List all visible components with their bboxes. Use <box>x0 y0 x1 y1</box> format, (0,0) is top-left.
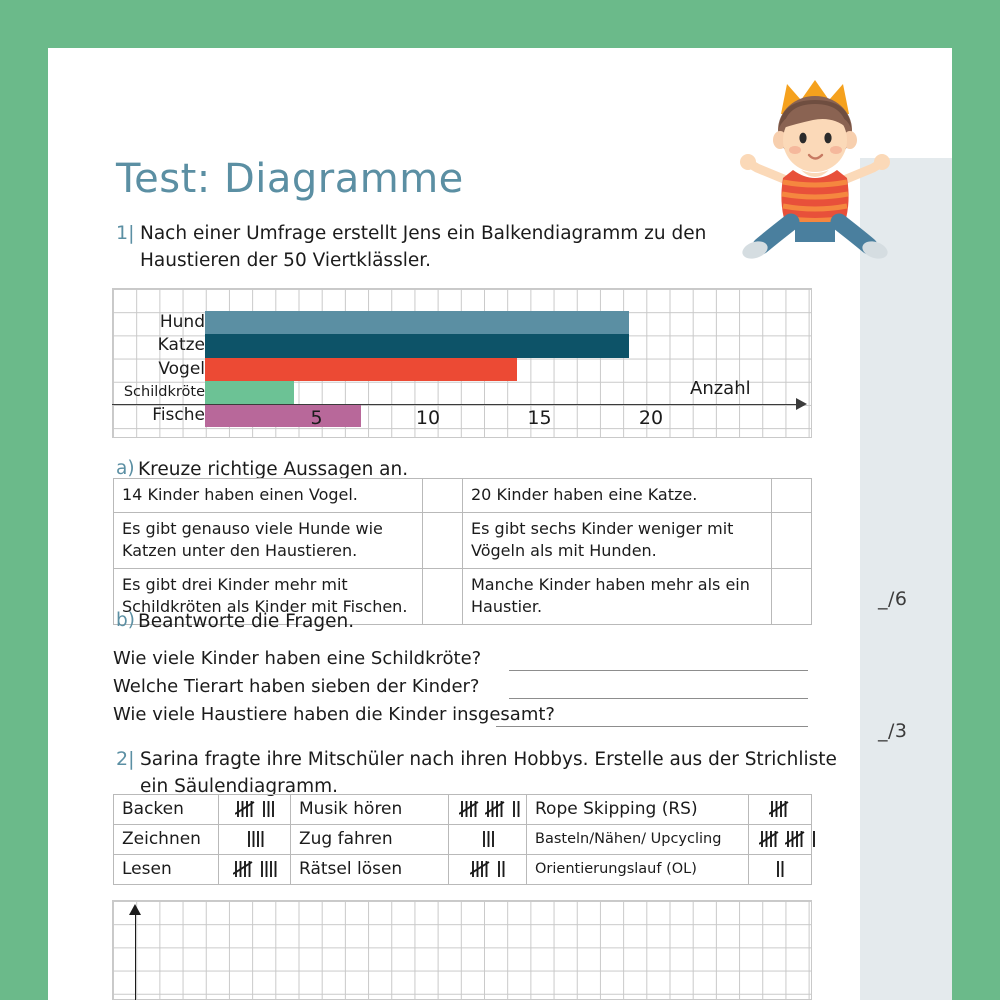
tally-marks <box>449 825 527 855</box>
statement-checkbox[interactable] <box>423 479 463 513</box>
statements-table <box>113 478 812 625</box>
task2-text-line2: ein Säulendiagramm. <box>140 775 339 797</box>
hobby-name: Basteln/Nähen/ Upcycling <box>527 825 749 855</box>
tally-marks <box>749 795 812 825</box>
answer-chart-area <box>112 900 812 1000</box>
statement-checkbox[interactable] <box>772 569 812 625</box>
tally-marks <box>749 825 812 855</box>
task1-number: 1| <box>116 222 135 244</box>
x-tick-15: 15 <box>527 407 552 429</box>
hobby-name: Lesen <box>114 855 219 885</box>
hobby-name: Zug fahren <box>291 825 449 855</box>
statement-checkbox[interactable] <box>423 569 463 625</box>
statement-text: 14 Kinder haben einen Vogel. <box>114 479 423 513</box>
question-2: Welche Tierart haben sieben der Kinder? <box>113 676 480 697</box>
hobby-name: Musik hören <box>291 795 449 825</box>
statement-text: Es gibt drei Kinder mehr mit Schildkröten als Kinder mit Fischen. <box>114 569 423 625</box>
statement-text: Es gibt sechs Kinder weniger mit Vögeln als mit Hunden. <box>463 513 772 569</box>
bar-label-vogel: Vogel <box>158 358 205 379</box>
score-task1b: _/3 <box>878 720 908 742</box>
bar-label-schildkröte: Schildkröte <box>123 383 205 400</box>
bar-fische <box>205 404 361 427</box>
score-task1a: _/6 <box>878 588 908 610</box>
question-1: Wie viele Kinder haben eine Schildkröte? <box>113 648 482 669</box>
task1-text-line1: Nach einer Umfrage erstellt Jens ein Balkendiagramm zu den <box>140 223 707 244</box>
task1b-text: Beantworte die Fragen. <box>138 611 355 632</box>
answer-line-1[interactable] <box>509 670 808 671</box>
bar-vogel <box>205 358 517 381</box>
task1-text-line2: Haustieren der 50 Viertklässler. <box>140 249 432 271</box>
statement-text: 20 Kinder haben eine Katze. <box>463 479 772 513</box>
statement-checkbox[interactable] <box>772 479 812 513</box>
x-tick-5: 5 <box>310 407 323 429</box>
bar-hund <box>205 311 629 334</box>
task2-text-line1: Sarina fragte ihre Mitschüler nach ihren Hobbys. Erstelle aus der Strichliste <box>140 749 837 770</box>
pets-bar-chart <box>112 288 812 438</box>
bar-katze <box>205 334 629 357</box>
tally-marks <box>219 795 291 825</box>
tally-marks <box>449 855 527 885</box>
answer-line-3[interactable] <box>496 726 808 727</box>
tally-marks <box>219 825 291 855</box>
chart-x-axis-label: Anzahl <box>690 378 751 399</box>
statement-checkbox[interactable] <box>423 513 463 569</box>
task1a-label: a) <box>116 458 135 479</box>
statement-text: Manche Kinder haben mehr als ein Haustier. <box>463 569 772 625</box>
bar-label-fische: Fische <box>152 405 205 425</box>
answer-chart-y-axis <box>135 913 136 1000</box>
tally-marks <box>749 855 812 885</box>
boy-with-crown-illustration <box>735 70 895 270</box>
tally-table <box>113 794 812 885</box>
tally-marks <box>219 855 291 885</box>
task2-number: 2| <box>116 748 135 770</box>
hobby-name: Orientierungslauf (OL) <box>527 855 749 885</box>
hobby-name: Zeichnen <box>114 825 219 855</box>
x-tick-20: 20 <box>638 407 664 429</box>
score-sidebar-panel <box>860 158 952 1000</box>
question-3: Wie viele Haustiere haben die Kinder insgesamt? <box>113 704 555 725</box>
chart-x-axis <box>112 404 798 405</box>
table-row <box>114 513 812 569</box>
table-row <box>114 855 812 885</box>
bar-label-katze: Katze <box>157 335 205 356</box>
table-row <box>114 795 812 825</box>
hobby-name: Backen <box>114 795 219 825</box>
x-tick-10: 10 <box>415 407 441 429</box>
task1b-label: b) <box>116 610 135 631</box>
chart-x-axis-arrow <box>796 398 807 410</box>
answer-chart-y-axis-arrow <box>129 904 141 915</box>
table-row <box>114 479 812 513</box>
statement-checkbox[interactable] <box>772 513 812 569</box>
answer-line-2[interactable] <box>509 698 808 699</box>
table-row <box>114 825 812 855</box>
statement-text: Es gibt genauso viele Hunde wie Katzen unter den Haustieren. <box>114 513 423 569</box>
hobby-name: Rope Skipping (RS) <box>527 795 749 825</box>
tally-marks <box>449 795 527 825</box>
page-title: Test: Diagramme <box>116 156 464 202</box>
bar-label-hund: Hund <box>159 312 205 333</box>
worksheet-page <box>48 48 952 1000</box>
hobby-name: Rätsel lösen <box>291 855 449 885</box>
bar-schildkröte <box>205 381 294 404</box>
task1a-text: Kreuze richtige Aussagen an. <box>138 459 409 480</box>
